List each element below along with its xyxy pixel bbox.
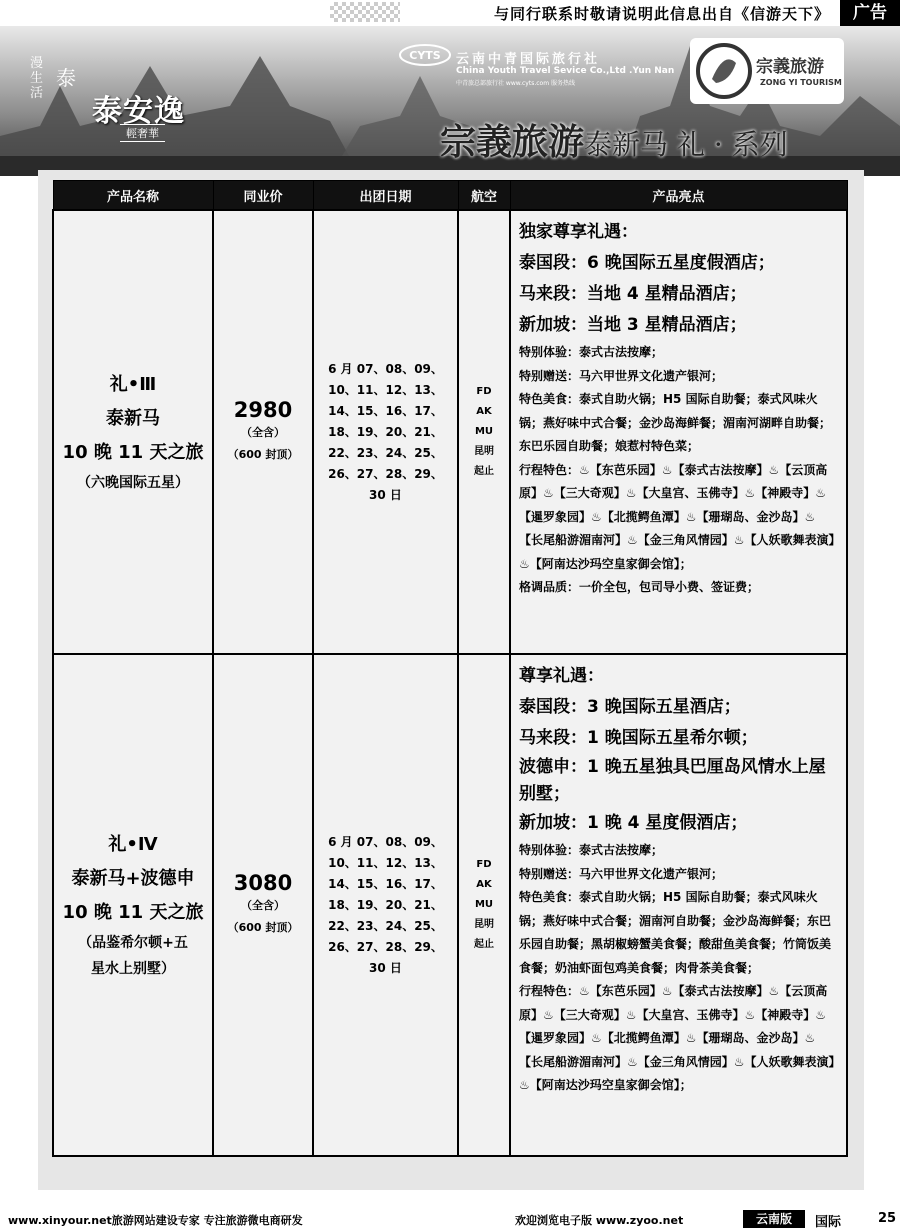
table-header-row: [53, 181, 847, 211]
highlight-quality: 格调品质：一价全包，包司导小费、签证费；: [519, 580, 760, 594]
highlight-heading: 独家尊享礼遇：: [519, 222, 638, 242]
airline-code: MU: [474, 899, 494, 910]
series-title: [440, 114, 788, 165]
zongyi-name-en: ZONG YI TOURISM: [760, 78, 842, 87]
cyts-logo: [398, 42, 675, 87]
series-brand: 宗義旅游: [440, 121, 585, 163]
highlight-experience: 特别体验：泰式古法按摩；: [519, 345, 664, 359]
dates-cell: 6 月 07、08、09、10、11、12、13、14、15、16、17、18、19、20、21、22、23、24、25、26、27、28、29、30 日: [313, 210, 458, 654]
footer-right-text: 欢迎浏览电子版 www.zyoo.net: [515, 1214, 684, 1227]
zongyi-emblem-icon: [694, 41, 754, 101]
highlight-hotel: 泰国段：3 晚国际五星酒店；: [519, 697, 741, 717]
highlight-hotel: 马来段：1 晚国际五星希尔顿；: [519, 728, 758, 748]
brand-small-text: 泰: [56, 66, 76, 90]
airline-city: 昆明: [474, 919, 494, 930]
highlight-hotel: 马来段：当地 4 星精品酒店；: [519, 284, 747, 304]
zongyi-name-cn: 宗義旅游: [756, 57, 824, 77]
airline-code: MU: [474, 426, 494, 437]
product-route: 泰新马: [106, 408, 160, 429]
highlight-itinerary: 行程特色：♨【东芭乐园】♨【泰式古法按摩】♨【云顶高原】♨【三大奇观】♨【大皇宫、玉佛寺】♨【神殿寺】♨【暹罗象园】♨【北揽鳄鱼潭】♨【珊瑚岛、金沙岛】♨【长尾船游湄南河】♨【金三角风情园】♨【人妖歌舞表演】♨【阿南达沙玛空皇家御会馆】；: [519, 462, 835, 571]
highlight-itinerary: 行程特色：♨【东芭乐园】♨【泰式古法按摩】♨【云顶高原】♨【三大奇观】♨【大皇宫、玉佛寺】♨【神殿寺】♨【暹罗象园】♨【北揽鳄鱼潭】♨【珊瑚岛、金沙岛】♨【长尾船游湄南河】♨【金三角风情园】♨【人妖歌舞表演】♨【阿南达沙玛空皇家御会馆】；: [519, 984, 835, 1092]
product-duration: 10 晚 11 天之旅: [62, 442, 204, 463]
checker-decoration: [330, 2, 400, 22]
top-notice-bar: [0, 0, 900, 26]
price-value: 3080: [233, 871, 293, 895]
highlight-food: 特色美食：泰式自助火锅；H5 国际自助餐；泰式风味火锅；燕好味中式合餐；湄南河自助餐；金沙岛海鲜餐；东巴乐园自助餐；黑胡椒螃蟹美食餐；酸甜鱼美食餐；竹筒饭美食餐；奶油虾面包鸡美食餐；肉骨茶美食餐；: [519, 890, 832, 975]
brand-sub-text: 輕奢華: [120, 124, 165, 142]
highlight-hotel: 泰国段：6 晚国际五星度假酒店；: [519, 253, 775, 273]
footer-left-text: www.xinyour.net旅游网站建设专家 专注旅游微电商研发: [8, 1214, 303, 1227]
price-cell: [213, 210, 313, 654]
footer-edition: 云南版: [743, 1210, 805, 1228]
highlight-heading: 尊享礼遇：: [519, 666, 604, 686]
highlight-gift: 特别赠送：马六甲世界文化遗产银河；: [519, 368, 724, 383]
page-number: 25: [878, 1211, 897, 1226]
price-note: （全含）: [241, 426, 285, 439]
footer-section: 国际: [815, 1215, 842, 1230]
product-code: 礼•Ⅳ: [108, 834, 158, 855]
airline-city: 昆明: [474, 446, 494, 457]
price-cap: （600 封顶）: [227, 921, 299, 934]
col-header-price: 同业价: [213, 181, 313, 211]
col-header-dates: 出团日期: [313, 181, 458, 211]
cyts-contact: 中青旅总部旅行社 www.cyts.com 服务热线: [456, 80, 575, 87]
product-note: （六晚国际五星）: [77, 475, 189, 491]
product-route: 泰新马+波德申: [71, 868, 195, 889]
highlight-hotel: 新加坡：1 晚 4 星度假酒店；: [519, 813, 748, 833]
highlights-cell: [510, 654, 847, 1156]
col-header-airline: 航空: [458, 181, 510, 211]
price-cap: （600 封顶）: [227, 448, 299, 461]
dates-cell: 6 月 07、08、09、10、11、12、13、14、15、16、17、18、19、20、21、22、23、24、25、26、27、28、29、30 日: [313, 654, 458, 1156]
price-cell: [213, 654, 313, 1156]
airline-code: AK: [476, 406, 492, 417]
zongyi-logo: [690, 38, 844, 104]
cyts-name-en: China Youth Travel Sevice Co.,Ltd .Yun Nan: [456, 66, 675, 76]
product-code: 礼•Ⅲ: [109, 374, 157, 395]
series-name: 泰新马 礼 · 系列: [584, 128, 788, 161]
banner-header: [0, 26, 900, 176]
col-header-highlights: 产品亮点: [510, 181, 847, 211]
product-table: [52, 180, 848, 1157]
airline-cell: [458, 210, 510, 654]
table-row: [53, 210, 847, 654]
brand-vertical-text: 漫生活: [30, 56, 44, 101]
highlights-cell: [510, 210, 847, 654]
brand-big-text: 泰安逸: [92, 94, 185, 129]
airline-code: AK: [476, 879, 492, 890]
product-note: 星水上别墅）: [91, 961, 175, 977]
source-notice: 与同行联系时敬请说明此信息出自《信游天下》: [493, 5, 830, 23]
price-value: 2980: [233, 398, 293, 422]
cyts-emblem-icon: [398, 42, 452, 68]
highlight-food: 特色美食：泰式自助火锅；H5 国际自助餐；泰式风味火锅；燕好味中式合餐；金沙岛海鲜餐；湄南河湖畔自助餐；东巴乐园自助餐；娘惹村特色菜；: [519, 392, 832, 453]
airline-note: 起止: [474, 466, 494, 477]
ad-label: 广告: [840, 0, 900, 26]
airline-code: FD: [476, 859, 492, 870]
highlight-hotel: 新加坡：当地 3 星精品酒店；: [519, 315, 747, 335]
product-duration: 10 晚 11 天之旅: [62, 902, 204, 923]
airline-code: FD: [476, 386, 492, 397]
airline-note: 起止: [474, 939, 494, 950]
product-name-cell: [53, 654, 213, 1156]
highlight-experience: 特别体验：泰式古法按摩；: [519, 843, 664, 857]
table-row: [53, 654, 847, 1156]
page-footer: [0, 1210, 900, 1230]
highlight-gift: 特别赠送：马六甲世界文化遗产银河；: [519, 866, 724, 881]
airline-cell: [458, 654, 510, 1156]
product-note: （品鉴希尔顿+五: [78, 935, 188, 951]
highlight-hotel: 波德申：1 晚五星独具巴厘岛风情水上屋别墅；: [519, 757, 826, 804]
svg-text:CYTS: CYTS: [409, 49, 441, 62]
col-header-name: 产品名称: [53, 181, 213, 211]
cyts-name-cn: 云南中青国际旅行社: [456, 52, 601, 67]
product-name-cell: [53, 210, 213, 654]
price-note: （全含）: [241, 899, 285, 912]
